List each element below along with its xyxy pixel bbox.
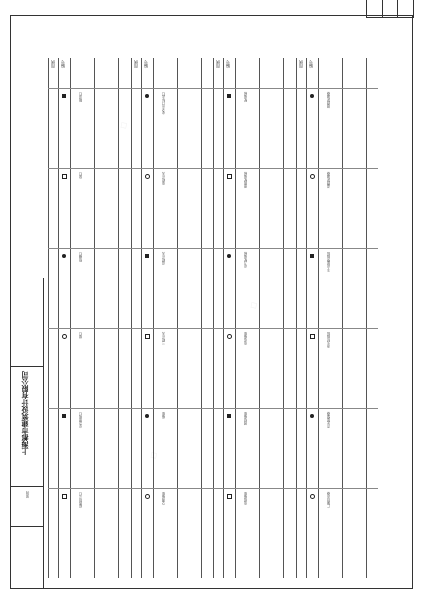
table-column-line bbox=[296, 58, 297, 578]
table-column-line bbox=[141, 58, 142, 578]
table-column-line bbox=[70, 58, 71, 578]
legend-item-label: 动力配电箱 bbox=[244, 252, 248, 268]
company-name: 上海都市建筑设计有限公司 bbox=[21, 371, 29, 455]
table-column-line bbox=[177, 58, 178, 578]
table-row-line bbox=[48, 408, 131, 409]
table-column-line bbox=[366, 58, 367, 578]
legend-item-label: 双联开关 bbox=[161, 252, 166, 265]
company-cell bbox=[10, 366, 44, 486]
table-column-line bbox=[48, 58, 49, 578]
legend-symbol-icon bbox=[310, 254, 314, 258]
drawing-title-cell bbox=[10, 486, 44, 526]
table-column-line bbox=[118, 58, 119, 578]
legend-item-label: 疏散指示灯 bbox=[79, 492, 83, 508]
revision-strip bbox=[366, 0, 414, 18]
table-column-line bbox=[306, 58, 307, 578]
legend-symbol-icon bbox=[310, 494, 315, 499]
legend-symbol-icon bbox=[62, 94, 66, 98]
watermark: ◇ bbox=[147, 448, 161, 463]
legend-symbol-icon bbox=[227, 414, 231, 418]
legend-symbol-icon bbox=[145, 174, 150, 179]
legend-item-label: 筒灯 bbox=[79, 172, 83, 179]
legend-item-label: 电视插座 bbox=[244, 492, 248, 505]
table-row-line bbox=[213, 488, 296, 489]
table-column-line bbox=[283, 58, 284, 578]
section-code-heading: 编号 bbox=[60, 60, 65, 68]
table-row-line bbox=[296, 168, 379, 169]
legend-symbol-icon bbox=[62, 174, 67, 179]
table-row-line bbox=[296, 88, 379, 89]
section-code-heading: 编号 bbox=[142, 60, 148, 68]
legend-item-label: 单联开关 bbox=[161, 172, 166, 185]
legend-item-label: 吸顶灯 bbox=[79, 92, 83, 102]
legend-item-label: 三联开关 bbox=[161, 332, 166, 345]
legend-symbol-icon bbox=[62, 334, 67, 339]
table-column-line bbox=[58, 58, 59, 578]
table-row-line bbox=[131, 408, 214, 409]
legend-symbol-icon bbox=[145, 94, 149, 98]
table-row-line bbox=[48, 168, 131, 169]
legend-item-label: 壁灯 bbox=[79, 332, 83, 339]
legend-item-label: 电话插座 bbox=[244, 332, 248, 345]
table-column-line bbox=[342, 58, 343, 578]
legend-item-label: 空调插座 bbox=[161, 492, 166, 505]
table-column-line bbox=[235, 58, 236, 578]
table-column-line bbox=[213, 58, 214, 578]
title-block bbox=[10, 278, 44, 588]
legend-item-label: 消火栓按钮 bbox=[326, 332, 331, 348]
table-column-line bbox=[94, 58, 95, 578]
table-row-line bbox=[48, 328, 131, 329]
legend-symbol-icon bbox=[145, 494, 150, 499]
table-row-line bbox=[296, 328, 379, 329]
watermark: ◇ bbox=[247, 298, 261, 313]
revision-cell bbox=[398, 0, 413, 17]
drawing-title: 图例 bbox=[25, 491, 29, 498]
legend-symbol-icon bbox=[310, 94, 314, 98]
legend-symbol-icon bbox=[62, 494, 67, 499]
legend-symbol-icon bbox=[227, 254, 231, 258]
table-row-line bbox=[296, 488, 379, 489]
table-row-line bbox=[213, 328, 296, 329]
legend-item-label: 配电箱 bbox=[244, 92, 248, 102]
table-row-line bbox=[131, 168, 214, 169]
table-column-line bbox=[223, 58, 224, 578]
table-row-line bbox=[48, 248, 131, 249]
table-column-line bbox=[131, 58, 132, 578]
revision-cell bbox=[383, 0, 399, 17]
table-row-line bbox=[213, 408, 296, 409]
legend-table bbox=[48, 58, 378, 578]
legend-symbol-icon bbox=[310, 174, 315, 179]
watermark: ◇ bbox=[117, 118, 131, 133]
table-row-line bbox=[213, 168, 296, 169]
legend-symbol-icon bbox=[310, 414, 314, 418]
legend-symbol-icon bbox=[145, 334, 150, 339]
table-column-line bbox=[201, 58, 202, 578]
legend-item-label: 插座 bbox=[161, 412, 166, 419]
table-row-line bbox=[296, 248, 379, 249]
legend-item-label: 温感探测器 bbox=[326, 172, 331, 188]
section-code-heading: 编号 bbox=[225, 60, 230, 68]
legend-item-label: 广播扬声器 bbox=[326, 492, 331, 508]
legend-item-label: 声光报警器 bbox=[326, 412, 331, 428]
legend-item-label: 烟感探测器 bbox=[326, 92, 331, 108]
section-heading: 图例 bbox=[132, 60, 138, 68]
revision-cell bbox=[367, 0, 383, 17]
table-row-line bbox=[48, 88, 131, 89]
table-row-line bbox=[131, 248, 214, 249]
table-row-line bbox=[131, 328, 214, 329]
table-column-line bbox=[153, 58, 154, 578]
table-row-line bbox=[131, 488, 214, 489]
legend-item-label: 应急照明灯 bbox=[79, 412, 83, 428]
table-row-line bbox=[48, 488, 131, 489]
table-column-line bbox=[259, 58, 260, 578]
table-column-line bbox=[318, 58, 319, 578]
legend-symbol-icon bbox=[227, 334, 232, 339]
legend-symbol-icon bbox=[227, 94, 231, 98]
table-row-line bbox=[213, 248, 296, 249]
section-heading: 图例 bbox=[215, 60, 220, 68]
legend-symbol-icon bbox=[145, 414, 149, 418]
legend-item-label: 安全出口标志灯 bbox=[161, 92, 166, 115]
legend-symbol-icon bbox=[227, 174, 232, 179]
legend-item-label: 网络插座 bbox=[244, 412, 248, 425]
section-heading: 图例 bbox=[297, 60, 303, 68]
sign-cell bbox=[10, 526, 44, 588]
legend-item-label: 照明配电箱 bbox=[244, 172, 248, 188]
legend-symbol-icon bbox=[145, 254, 149, 258]
table-row-line bbox=[296, 408, 379, 409]
table-row-line bbox=[131, 88, 214, 89]
section-code-heading: 编号 bbox=[307, 60, 313, 68]
legend-item-label: 格栅灯 bbox=[79, 252, 83, 262]
table-row-line bbox=[213, 88, 296, 89]
legend-symbol-icon bbox=[62, 414, 66, 418]
legend-symbol-icon bbox=[310, 334, 315, 339]
legend-symbol-icon bbox=[227, 494, 232, 499]
section-heading: 图例 bbox=[50, 60, 55, 68]
legend-item-label: 手动报警按钮 bbox=[326, 252, 331, 272]
legend-symbol-icon bbox=[62, 254, 66, 258]
